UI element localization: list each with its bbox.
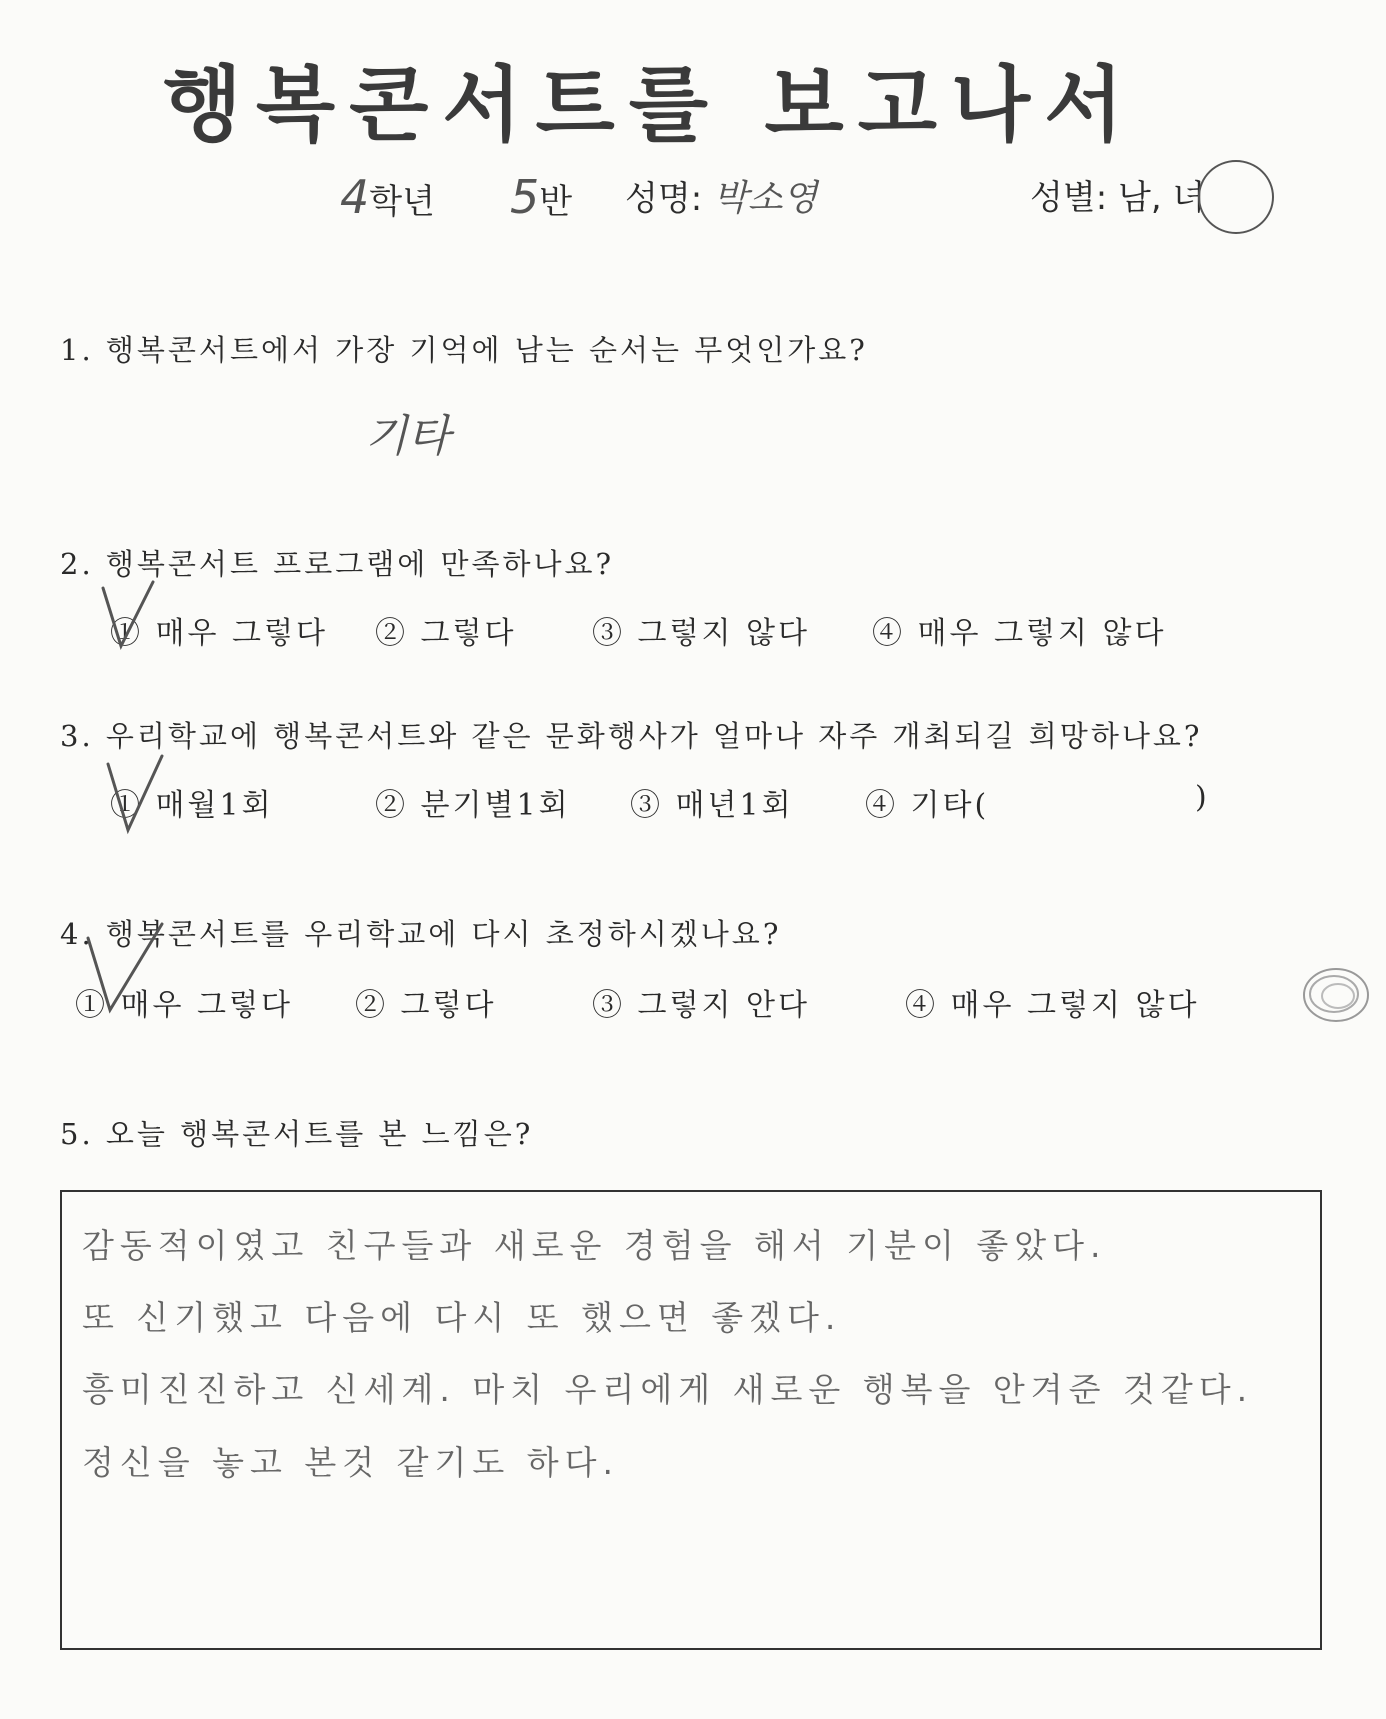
question-2-option-1: ① 매우 그렇다 [110,616,328,651]
question-3-option-3: ③ 매년1회 [630,788,794,823]
question-2-option-2: ② 그렇다 [375,616,517,651]
grade-label: 학년 [369,182,435,222]
question-1-answer: 기타 [365,411,451,462]
essay-line-1: 감동적이였고 친구들과 새로운 경험을 해서 기분이 좋았다. [82,1226,1107,1265]
grade-field [340,170,435,224]
question-4-option-3: ③ 그렇지 안다 [592,988,810,1023]
question-2-checkmark-icon [95,578,165,653]
question-4-option-4: ④ 매우 그렇지 않다 [905,988,1200,1023]
class-field [510,170,572,224]
question-5-answer-box [60,1190,1322,1650]
class-value: 5 [510,170,540,224]
name-label: 성명: [625,179,703,219]
question-3-checkmark-icon [100,752,170,837]
gender-male-option: 남, [1117,178,1162,218]
question-3-label: 3. 우리학교에 행복콘서트와 같은 문화행사가 얼마나 자주 개최되길 희망하나요? [60,719,1203,753]
question-4-option-2: ② 그렇다 [355,988,497,1023]
essay-line-3: 흥미진진하고 신세계. 마치 우리에게 새로운 행복을 안겨준 것같다. [82,1370,1254,1409]
name-value: 박소영 [712,178,818,219]
question-3-option-1: ① 매월1회 [110,788,274,823]
gender-female-option: 녀 [1172,178,1206,218]
class-label: 반 [539,182,573,222]
question-5-label: 5. 오늘 행복콘서트를 본 느낌은? [60,1117,534,1151]
gender-field [1030,170,1205,219]
question-3-option-4-close: ) [1195,780,1210,815]
question-2-label: 2. 행복콘서트 프로그램에 만족하나요? [60,547,615,581]
page-title: 행복콘서트를 보고나서 [162,58,1138,153]
gender-label: 성별: [1030,178,1108,218]
question-1-label: 1. 행복콘서트에서 가장 기억에 남는 순서는 무엇인가요? [60,333,868,367]
essay-line-4: 정신을 놓고 본것 같기도 하다. [82,1443,619,1482]
question-4-option-1: ① 매우 그렇다 [75,988,293,1023]
question-3-option-4: ④ 기타( [865,788,990,823]
grade-value: 4 [340,170,370,224]
pencil-scribble-icon [1296,960,1376,1030]
question-2-option-3: ③ 그렇지 않다 [592,616,810,651]
essay-line-2: 또 신기했고 다음에 다시 또 했으면 좋겠다. [82,1298,842,1337]
question-4-checkmark-icon [82,918,172,1018]
question-2-option-4: ④ 매우 그렇지 않다 [872,616,1167,651]
question-3-option-2: ② 분기별1회 [375,788,571,823]
gender-selection-circle [1198,160,1274,234]
question-4-label: 4. 행복콘서트를 우리학교에 다시 초정하시겠나요? [60,917,782,951]
name-field [625,170,817,221]
